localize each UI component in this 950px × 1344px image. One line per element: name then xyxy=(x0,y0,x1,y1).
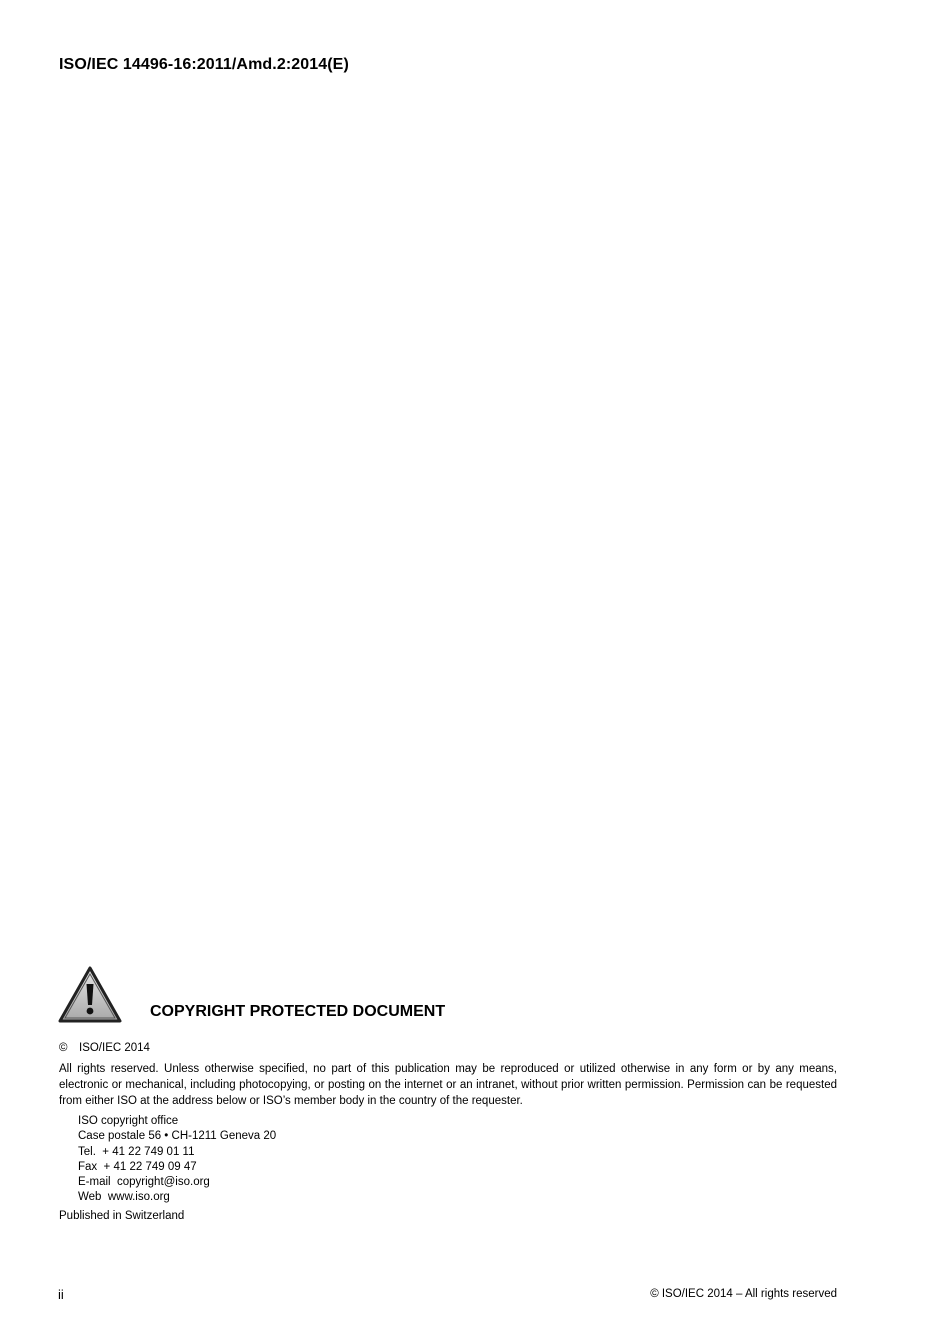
document-title: ISO/IEC 14496-16:2011/Amd.2:2014(E) xyxy=(59,56,349,73)
copyright-owner: ISO/IEC 2014 xyxy=(79,1042,150,1054)
page-number: ii xyxy=(58,1287,64,1302)
address-fax: Fax + 41 22 749 09 47 xyxy=(78,1160,197,1173)
published-line: Published in Switzerland xyxy=(59,1210,185,1222)
copyright-owner-line xyxy=(59,1042,150,1054)
address-office: ISO copyright office xyxy=(78,1115,179,1127)
address-block xyxy=(78,1114,276,1206)
footer-rights: © ISO/IEC 2014 – All rights reserved xyxy=(650,1288,837,1300)
warning-triangle-icon xyxy=(58,966,122,1024)
copyright-symbol: © xyxy=(59,1042,68,1054)
address-postal: Case postale 56 • CH-1211 Geneva 20 xyxy=(78,1130,277,1143)
rights-paragraph: All rights reserved. Unless otherwise specified, no part of this publication may be reproduced or utilized otherwise in any form or by any means, electronic or mechanical, including photocopying, or posting on the internet or an intranet, without prior written permission. Permission can be requested from either ISO at the address below or ISO’s member body in the country of the requester. xyxy=(59,1063,837,1107)
address-web: Web www.iso.org xyxy=(78,1191,170,1204)
address-phone: Tel. + 41 22 749 01 11 xyxy=(78,1145,195,1158)
address-email: E-mail copyright@iso.org xyxy=(78,1176,210,1189)
copyright-heading: COPYRIGHT PROTECTED DOCUMENT xyxy=(150,1003,446,1020)
